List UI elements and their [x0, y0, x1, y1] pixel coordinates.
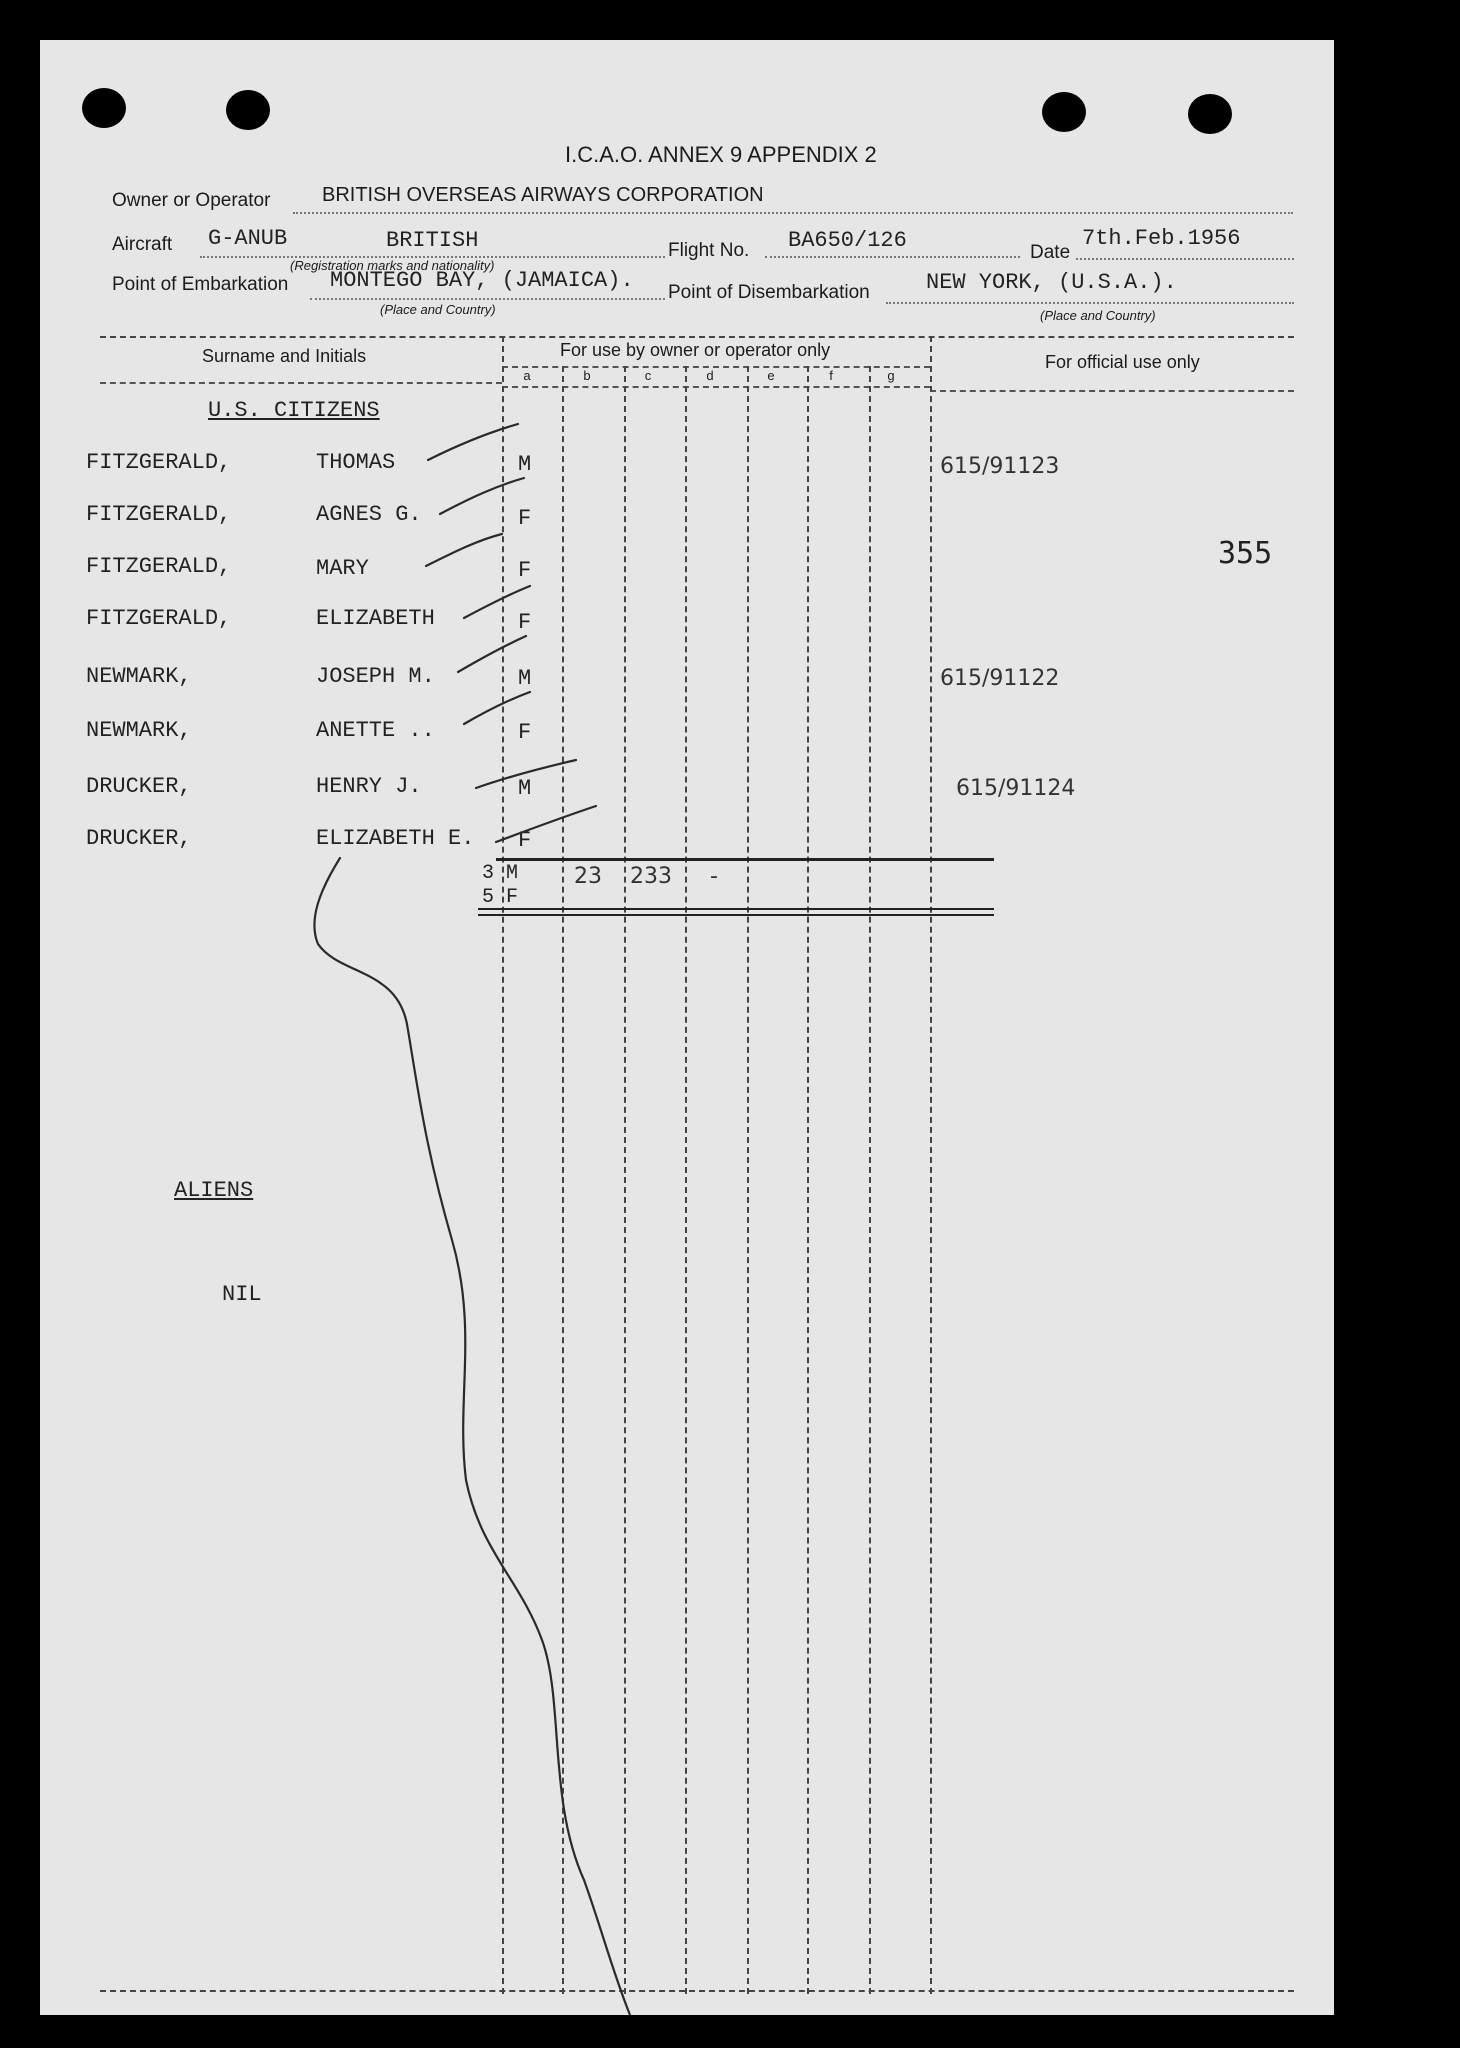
passenger-surname: FITZGERALD, — [86, 450, 232, 475]
passenger-surname: FITZGERALD, — [86, 554, 232, 579]
embarkation-place-note: (Place and Country) — [380, 302, 496, 317]
subcolumn-c: c — [644, 368, 652, 383]
disembarkation-value: NEW YORK, (U.S.A.). — [926, 270, 1177, 295]
aircraft-nationality: BRITISH — [386, 228, 479, 253]
male-label: M — [506, 862, 519, 885]
passenger-surname: FITZGERALD, — [86, 502, 232, 527]
bracket-stroke — [314, 858, 630, 2015]
subcolumn-g: g — [887, 368, 895, 383]
total-b: 23 — [574, 864, 602, 889]
form-title: I.C.A.O. ANNEX 9 APPENDIX 2 — [565, 142, 877, 167]
flight-number: BA650/126 — [788, 228, 907, 253]
embarkation-label: Point of Embarkation — [112, 274, 289, 295]
date-label: Date — [1030, 242, 1071, 263]
pencil-marks — [40, 40, 1334, 2015]
disembarkation-label: Point of Disembarkation — [668, 282, 870, 303]
passenger-given-names: ELIZABETH E. — [316, 826, 475, 851]
tick-mark — [464, 692, 530, 724]
subcolumn-e: e — [767, 368, 775, 383]
female-label: F — [506, 886, 519, 909]
passenger-given-names: HENRY J. — [316, 774, 422, 799]
aliens-value: NIL — [222, 1282, 262, 1307]
surname-column-header: Surname and Initials — [202, 346, 367, 366]
passenger-given-names: THOMAS — [316, 450, 396, 475]
stamp-number: 355 — [1218, 536, 1273, 571]
citizens-heading: U.S. CITIZENS — [208, 398, 380, 423]
passenger-official-number: 615/91124 — [956, 776, 1076, 801]
aircraft-label: Aircraft — [112, 234, 173, 255]
passenger-surname: NEWMARK, — [86, 664, 192, 689]
subcolumn-a: a — [523, 368, 531, 383]
passenger-given-names: JOSEPH M. — [316, 664, 435, 689]
passenger-surname: NEWMARK, — [86, 718, 192, 743]
total-c: 233 — [630, 864, 672, 889]
male-count: 3 — [482, 862, 495, 885]
passenger-surname: DRUCKER, — [86, 774, 192, 799]
passenger-official-number: 615/91123 — [940, 454, 1060, 479]
date-value: 7th.Feb.1956 — [1082, 226, 1241, 251]
passenger-sex: M — [518, 666, 532, 691]
passenger-sex: F — [518, 828, 532, 853]
passenger-given-names: MARY — [316, 556, 369, 581]
passenger-sex: F — [518, 720, 532, 745]
embarkation-value: MONTEGO BAY, (JAMAICA). — [330, 268, 634, 293]
flight-label: Flight No. — [668, 240, 750, 261]
passenger-sex: M — [518, 776, 532, 801]
passenger-sex: M — [518, 452, 532, 477]
aircraft-reg: G-ANUB — [208, 226, 288, 251]
tick-mark — [458, 636, 526, 672]
total-d: - — [710, 864, 718, 889]
owner-label: Owner or Operator — [112, 190, 271, 211]
tick-mark — [496, 806, 596, 842]
subcolumn-b: b — [583, 368, 591, 383]
passenger-given-names: ELIZABETH — [316, 606, 435, 631]
tick-mark — [426, 534, 502, 566]
aliens-heading: ALIENS — [174, 1178, 254, 1203]
female-count: 5 — [482, 886, 495, 909]
official-column-header: For official use only — [1045, 352, 1200, 372]
tick-mark — [428, 424, 518, 460]
subcolumn-f: f — [829, 368, 833, 383]
passenger-surname: FITZGERALD, — [86, 606, 232, 631]
passenger-official-number: 615/91122 — [940, 666, 1060, 691]
owner-value: BRITISH OVERSEAS AIRWAYS CORPORATION — [322, 184, 764, 206]
passenger-sex: F — [518, 558, 532, 583]
tick-mark — [476, 760, 576, 788]
owner-column-header: For use by owner or operator only — [560, 340, 831, 360]
tick-mark — [440, 478, 524, 514]
passenger-given-names: AGNES G. — [316, 502, 422, 527]
manifest-page — [40, 40, 1334, 2015]
subcolumn-d: d — [706, 368, 714, 383]
passenger-given-names: ANETTE .. — [316, 718, 435, 743]
tick-mark — [464, 586, 530, 618]
passenger-surname: DRUCKER, — [86, 826, 192, 851]
registration-note: (Registration marks and nationality) — [290, 258, 495, 273]
disembarkation-place-note: (Place and Country) — [1040, 308, 1156, 323]
passenger-sex: F — [518, 610, 532, 635]
passenger-sex: F — [518, 506, 532, 531]
